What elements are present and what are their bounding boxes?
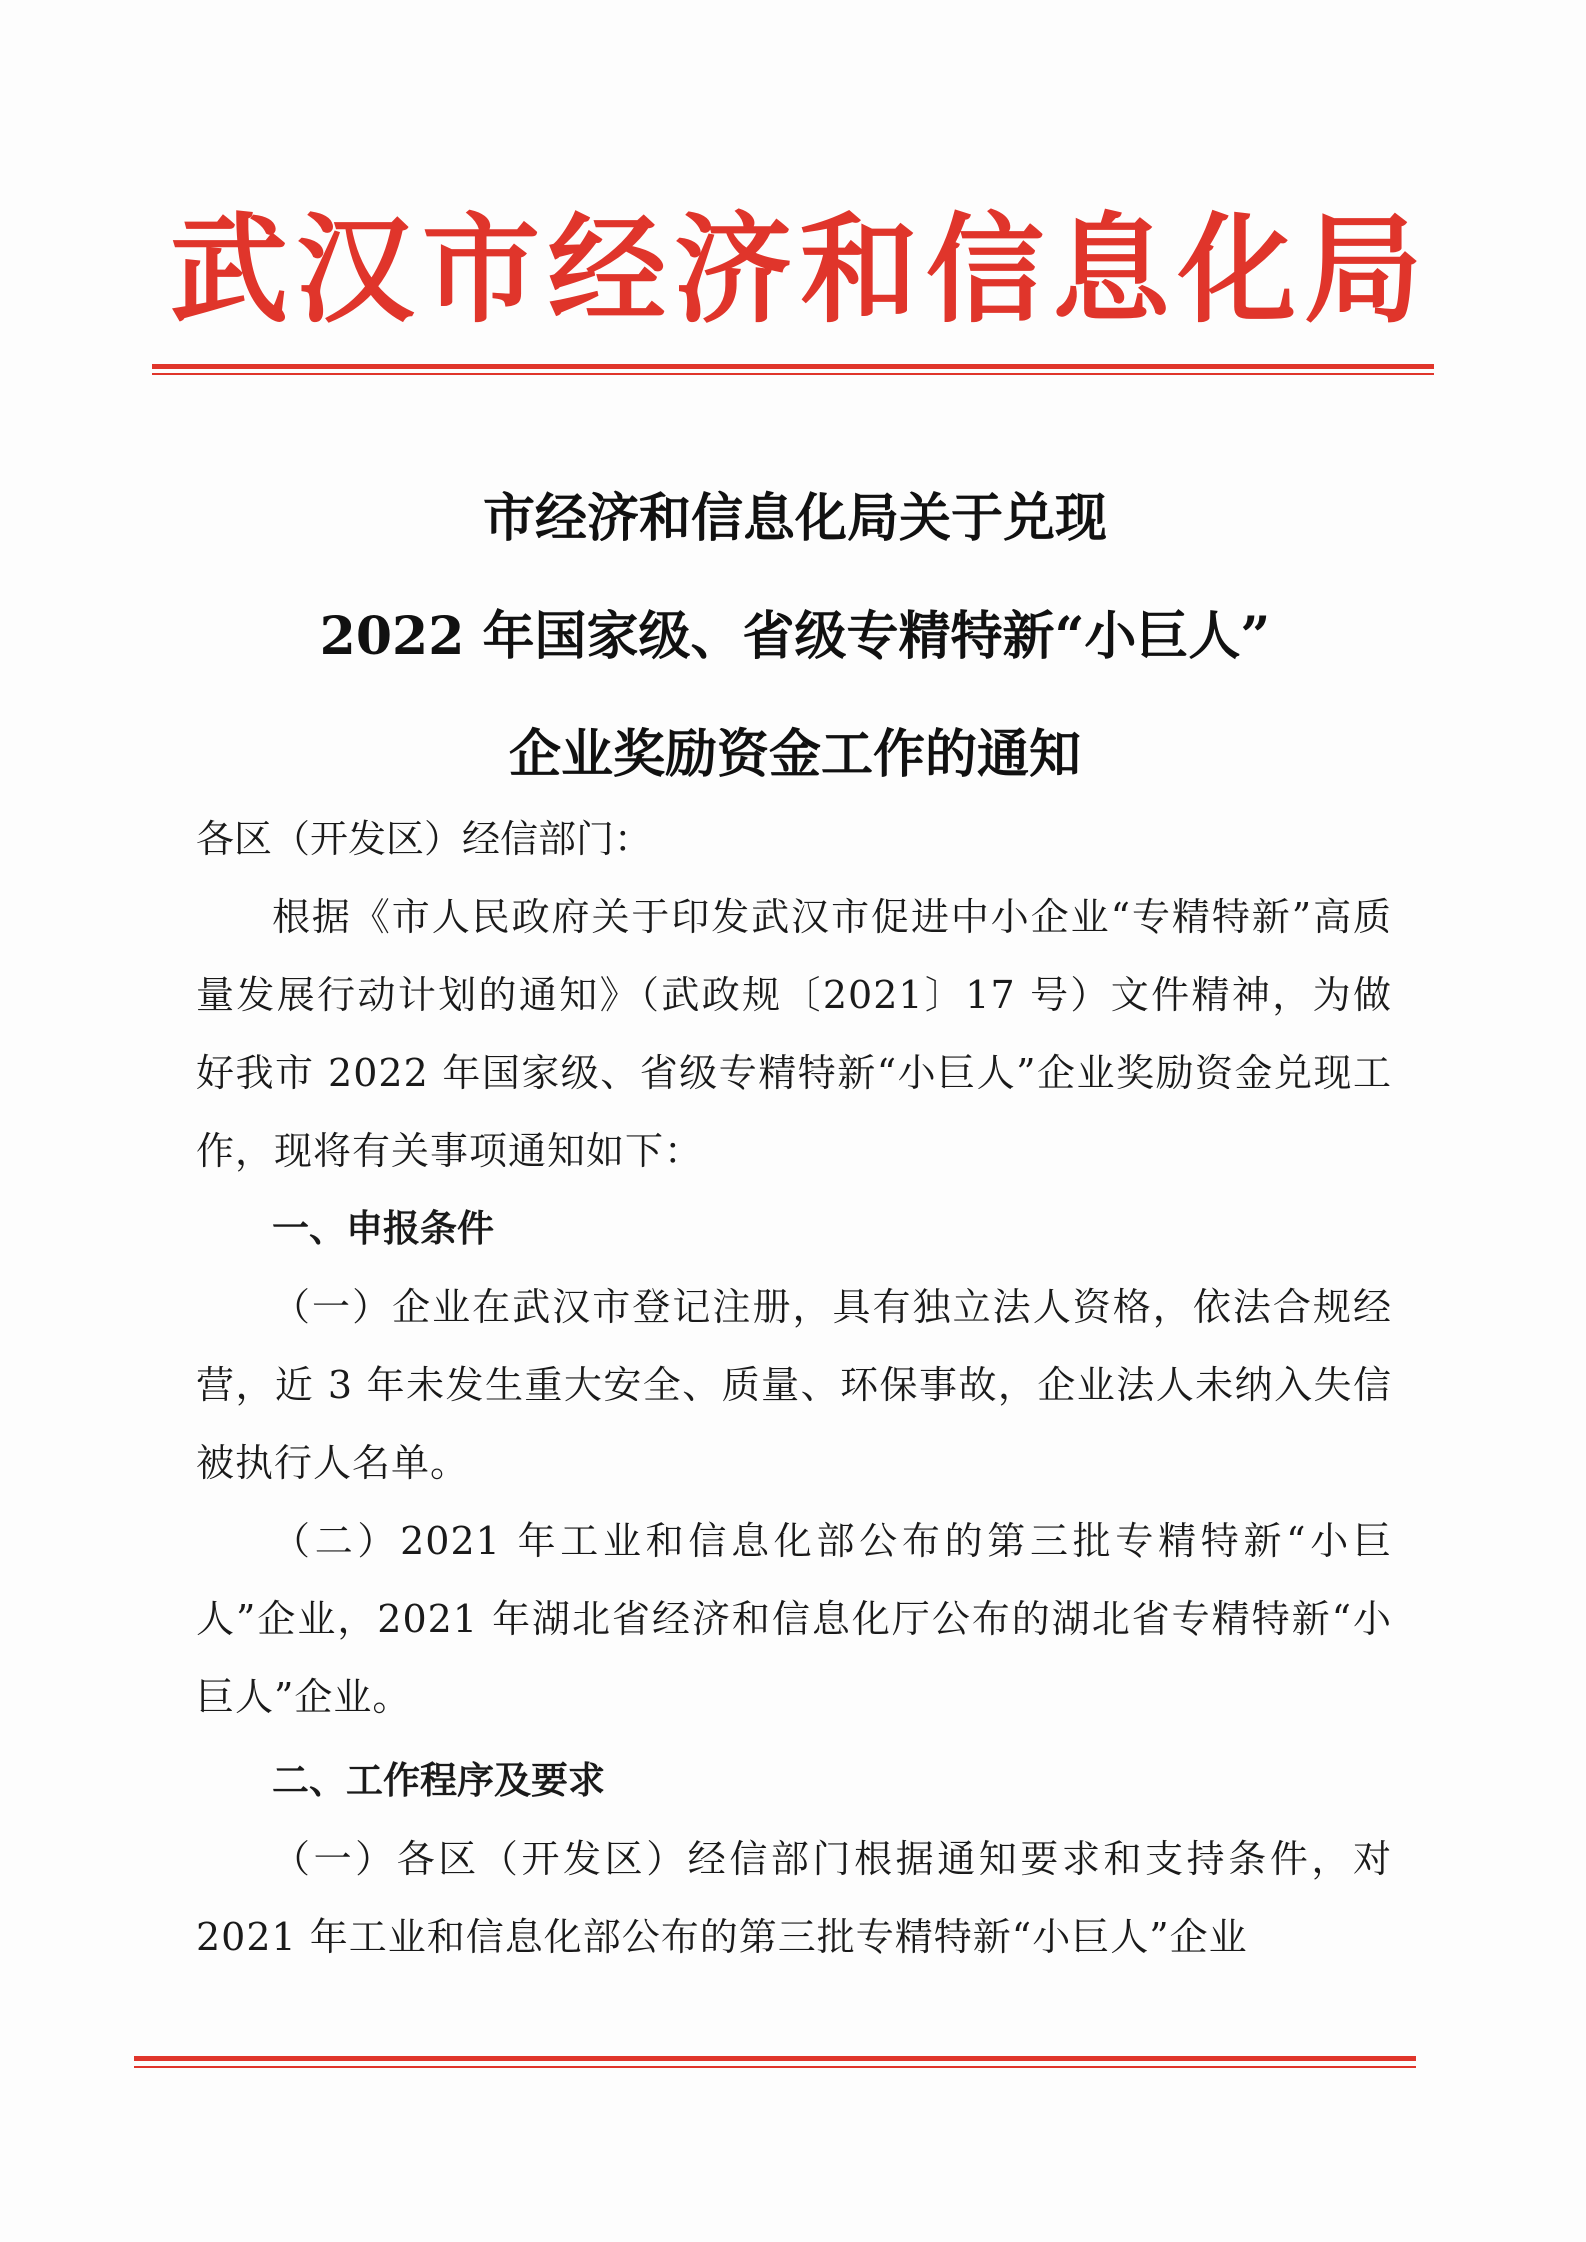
salutation: 各区（开发区）经信部门： bbox=[196, 817, 653, 861]
section2-item-1: （一）各区（开发区）经信部门根据通知要求和支持条件，对 2021 年工业和信息化部公布的第三批专精特新“小巨人”企业 bbox=[196, 1837, 1392, 1959]
section1-item-2: （二）2021 年工业和信息化部公布的第三批专精特新“小巨人”企业，2021 年湖北省经济和信息化厅公布的湖北省专精特新“小巨人”企业。 bbox=[196, 1519, 1392, 1719]
title-line-2: 2022 年国家级、省级专精特新“小巨人” bbox=[319, 606, 1271, 667]
letterhead-org-name: 武汉市经济和信息化局 bbox=[169, 201, 1430, 339]
title-line-1: 市经济和信息化局关于兑现 bbox=[482, 488, 1107, 549]
section-heading-2: 二、工作程序及要求 bbox=[272, 1759, 605, 1802]
letterhead-rule-thick bbox=[152, 364, 1434, 369]
footer-rule-thin bbox=[134, 2066, 1416, 2068]
section-heading-1: 一、申报条件 bbox=[272, 1207, 494, 1250]
title-line-3: 企业奖励资金工作的通知 bbox=[508, 724, 1081, 785]
document-body bbox=[196, 800, 1392, 1976]
section1-item-1: （一）企业在武汉市登记注册，具有独立法人资格，依法合规经营，近 3 年未发生重大安全、质量、环保事故，企业法人未纳入失信被执行人名单。 bbox=[196, 1285, 1392, 1485]
letterhead-rule-thin bbox=[152, 373, 1434, 375]
document-title bbox=[180, 460, 1410, 814]
intro-paragraph: 根据《市人民政府关于印发武汉市促进中小企业“专精特新”高质量发展行动计划的通知》（武政规〔2021〕17 号）文件精神，为做好我市 2022 年国家级、省级专精特新“小巨人”企业奖励资金兑现工作，现将有关事项通知如下： bbox=[196, 895, 1392, 1173]
footer-rule-thick bbox=[134, 2056, 1416, 2061]
